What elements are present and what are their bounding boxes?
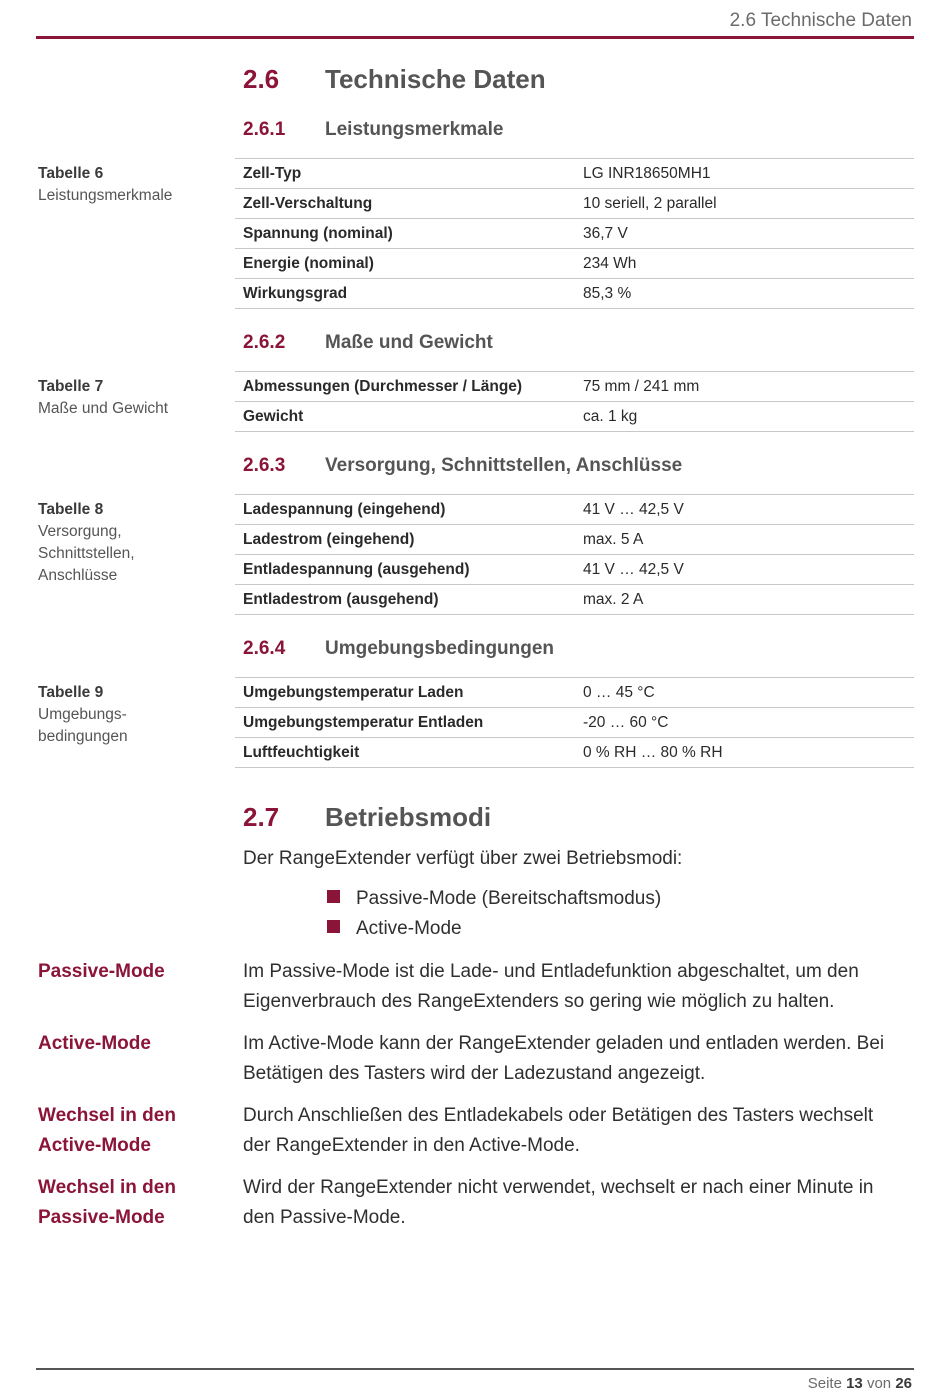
subsection-heading-2-6-1 <box>243 119 503 141</box>
caption-line: Anschlüsse <box>38 567 118 584</box>
row-key: Zell-Verschaltung <box>235 189 575 219</box>
row-key: Umgebungstemperatur Laden <box>235 678 575 708</box>
row-key: Ladespannung (eingehend) <box>235 495 575 525</box>
subsection-title: Leistungsmerkmale <box>325 119 504 140</box>
row-value: max. 5 A <box>575 525 914 555</box>
caption-line: Schnittstellen, <box>38 545 135 562</box>
caption-title: Tabelle 6 <box>38 165 104 182</box>
subsection-heading-2-6-2 <box>243 332 493 354</box>
margin-label-line: Active-Mode <box>38 1135 151 1156</box>
row-value: max. 2 A <box>575 585 914 615</box>
row-key: Luftfeuchtigkeit <box>235 738 575 768</box>
paragraph-wechsel-active <box>243 1101 915 1161</box>
row-key: Spannung (nominal) <box>235 219 575 249</box>
table-row <box>235 372 914 402</box>
bullet-item <box>327 888 661 910</box>
row-value: 234 Wh <box>575 249 914 279</box>
row-key: Wirkungsgrad <box>235 279 575 309</box>
table-masse-gewicht <box>235 371 914 432</box>
subsection-title: Maße und Gewicht <box>325 332 493 353</box>
caption-line: Umgebungs- <box>38 706 127 723</box>
row-value: 0 % RH … 80 % RH <box>575 738 914 768</box>
table-caption-8 <box>38 499 135 587</box>
caption-line: bedingungen <box>38 728 128 745</box>
table-row <box>235 525 914 555</box>
paragraph-line: Durch Anschließen des Entladekabels oder Betätigen des Tasters wechselt <box>243 1105 874 1126</box>
margin-label-line: Passive-Mode <box>38 961 165 982</box>
paragraph-line: Im Active-Mode kann der RangeExtender geladen und entladen werden. Bei <box>243 1033 885 1054</box>
margin-label-wechsel-active <box>38 1101 228 1161</box>
row-value: 41 V … 42,5 V <box>575 555 914 585</box>
bullet-square-icon <box>327 890 340 903</box>
caption-line: Versorgung, <box>38 523 122 540</box>
paragraph-wechsel-passive <box>243 1173 915 1233</box>
paragraph-active-mode <box>243 1029 915 1089</box>
paragraph-line: der RangeExtender in den Active-Mode. <box>243 1135 580 1156</box>
section-number: 2.7 <box>243 802 280 832</box>
margin-label-line: Wechsel in den <box>38 1105 176 1126</box>
paragraph-passive-mode <box>243 957 915 1017</box>
margin-label-passive-mode <box>38 957 228 987</box>
paragraph-line: Wird der RangeExtender nicht verwendet, wechselt er nach einer Minute in <box>243 1177 874 1198</box>
table-row <box>235 402 914 432</box>
subsection-number: 2.6.1 <box>243 119 286 140</box>
table-row <box>235 249 914 279</box>
section-title: Betriebsmodi <box>325 802 492 832</box>
row-value: ca. 1 kg <box>575 402 914 432</box>
row-value: 0 … 45 °C <box>575 678 914 708</box>
row-key: Zell-Typ <box>235 159 575 189</box>
paragraph-line: den Passive-Mode. <box>243 1207 406 1228</box>
table-row <box>235 555 914 585</box>
caption-text: Leistungsmerkmale <box>38 187 173 204</box>
row-value: LG INR18650MH1 <box>575 159 914 189</box>
subsection-heading-2-6-4 <box>243 638 554 660</box>
row-value: 36,7 V <box>575 219 914 249</box>
margin-label-line: Wechsel in den <box>38 1177 176 1198</box>
row-key: Gewicht <box>235 402 575 432</box>
subsection-number: 2.6.2 <box>243 332 286 353</box>
total-pages: 26 <box>895 1375 912 1392</box>
page-number <box>808 1375 912 1392</box>
page-label: Seite <box>807 1375 842 1392</box>
subsection-heading-2-6-3 <box>243 455 682 477</box>
header-rule <box>36 36 914 39</box>
row-key: Abmessungen (Durchmesser / Länge) <box>235 372 575 402</box>
table-row <box>235 159 914 189</box>
table-row <box>235 279 914 309</box>
row-key: Entladespannung (ausgehend) <box>235 555 575 585</box>
margin-label-wechsel-passive <box>38 1173 228 1233</box>
subsection-title: Umgebungsbedingungen <box>325 638 555 659</box>
paragraph-line: Im Passive-Mode ist die Lade- und Entladefunktion abgeschaltet, um den <box>243 961 859 982</box>
caption-title: Tabelle 7 <box>38 378 104 395</box>
row-value: 41 V … 42,5 V <box>575 495 914 525</box>
footer-rule <box>36 1368 914 1370</box>
table-row <box>235 585 914 615</box>
table-row <box>235 738 914 768</box>
of-label: von <box>866 1375 892 1392</box>
subsection-number: 2.6.4 <box>243 638 286 659</box>
bullet-item <box>327 918 462 940</box>
row-key: Ladestrom (eingehend) <box>235 525 575 555</box>
row-value: -20 … 60 °C <box>575 708 914 738</box>
bullet-text: Passive-Mode (Bereitschaftsmodus) <box>356 888 662 909</box>
caption-text: Maße und Gewicht <box>38 400 169 417</box>
current-page: 13 <box>846 1375 863 1392</box>
bullet-text: Active-Mode <box>356 918 462 939</box>
table-row <box>235 189 914 219</box>
margin-label-active-mode <box>38 1029 228 1059</box>
section-title: Technische Daten <box>325 64 546 94</box>
subsection-title: Versorgung, Schnittstellen, Anschlüsse <box>325 455 683 476</box>
table-row <box>235 219 914 249</box>
margin-label-line: Passive-Mode <box>38 1207 165 1228</box>
margin-label-line: Active-Mode <box>38 1033 151 1054</box>
subsection-number: 2.6.3 <box>243 455 286 476</box>
row-key: Entladestrom (ausgehend) <box>235 585 575 615</box>
paragraph-line: Betätigen des Tasters wird der Ladezustand angezeigt. <box>243 1063 706 1084</box>
row-key: Umgebungstemperatur Entladen <box>235 708 575 738</box>
intro-paragraph: Der RangeExtender verfügt über zwei Betriebsmodi: <box>243 848 683 869</box>
table-caption-9 <box>38 682 128 748</box>
row-key: Energie (nominal) <box>235 249 575 279</box>
running-header: 2.6 Technische Daten <box>729 10 912 31</box>
table-caption-7 <box>38 376 168 420</box>
row-value: 75 mm / 241 mm <box>575 372 914 402</box>
table-row <box>235 678 914 708</box>
row-value: 10 seriell, 2 parallel <box>575 189 914 219</box>
caption-title: Tabelle 9 <box>38 684 104 701</box>
table-row <box>235 708 914 738</box>
section-heading-2-7 <box>243 802 491 833</box>
table-leistungsmerkmale <box>235 158 914 309</box>
section-number: 2.6 <box>243 64 280 94</box>
caption-title: Tabelle 8 <box>38 501 104 518</box>
table-umgebungsbedingungen <box>235 677 914 768</box>
row-value: 85,3 % <box>575 279 914 309</box>
table-row <box>235 495 914 525</box>
paragraph-line: Eigenverbrauch des RangeExtenders so gering wie möglich zu halten. <box>243 991 835 1012</box>
bullet-square-icon <box>327 920 340 933</box>
table-versorgung <box>235 494 914 615</box>
section-heading-2-6 <box>243 64 546 95</box>
table-caption-6 <box>38 163 172 207</box>
